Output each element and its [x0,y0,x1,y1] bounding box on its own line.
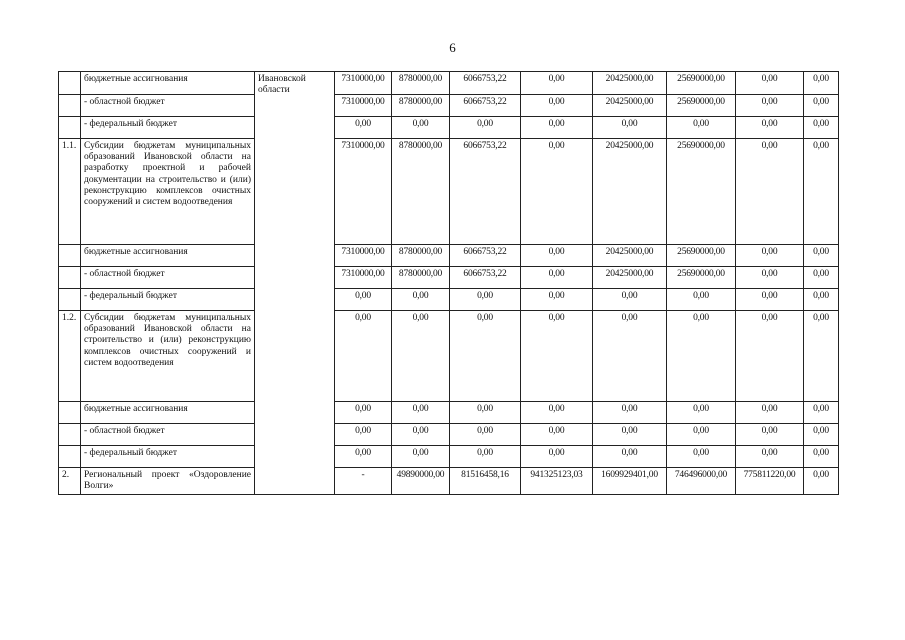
value-cell: 20425000,00 [593,95,667,117]
table-row [59,289,839,311]
value-cell: 0,00 [667,117,736,139]
row-index: 2. [59,468,81,495]
table-row [59,311,839,402]
value-cell: 7310000,00 [335,72,392,95]
value-cell: 0,00 [804,424,839,446]
value-cell: 0,00 [450,402,521,424]
value-cell: 0,00 [804,468,839,495]
value-cell: 25690000,00 [667,72,736,95]
value-cell: - [335,468,392,495]
value-cell: 0,00 [392,446,450,468]
value-cell: 25690000,00 [667,245,736,267]
row-name: бюджетные ассигнования [81,245,255,267]
area-cell: Ивановской области [255,72,335,495]
value-cell: 0,00 [804,139,839,245]
value-cell: 0,00 [521,267,593,289]
value-cell: 0,00 [392,311,450,402]
table-row [59,402,839,424]
value-cell: 0,00 [521,72,593,95]
value-cell: 0,00 [335,446,392,468]
value-cell: 0,00 [667,289,736,311]
value-cell: 0,00 [736,245,804,267]
value-cell: 0,00 [593,311,667,402]
row-index [59,245,81,267]
value-cell: 0,00 [521,289,593,311]
value-cell: 0,00 [667,311,736,402]
value-cell: 0,00 [593,117,667,139]
value-cell: 0,00 [593,424,667,446]
value-cell: 8780000,00 [392,245,450,267]
row-index [59,424,81,446]
value-cell: 0,00 [667,424,736,446]
value-cell: 0,00 [593,446,667,468]
value-cell: 81516458,16 [450,468,521,495]
value-cell: 0,00 [804,289,839,311]
value-cell: 0,00 [804,402,839,424]
table-row [59,468,839,495]
row-name: - областной бюджет [81,424,255,446]
value-cell: 746496000,00 [667,468,736,495]
value-cell: 6066753,22 [450,245,521,267]
row-index [59,267,81,289]
value-cell: 775811220,00 [736,468,804,495]
value-cell: 0,00 [736,446,804,468]
value-cell: 6066753,22 [450,95,521,117]
value-cell: 0,00 [736,424,804,446]
row-name: - областной бюджет [81,267,255,289]
value-cell: 0,00 [804,95,839,117]
table-row [59,139,839,245]
value-cell: 25690000,00 [667,139,736,245]
value-cell: 0,00 [521,117,593,139]
value-cell: 49890000,00 [392,468,450,495]
value-cell: 7310000,00 [335,267,392,289]
value-cell: 0,00 [804,446,839,468]
value-cell: 0,00 [521,95,593,117]
row-index [59,72,81,95]
value-cell: 0,00 [804,267,839,289]
table-row [59,95,839,117]
value-cell: 0,00 [392,117,450,139]
value-cell: 0,00 [593,289,667,311]
value-cell: 0,00 [736,117,804,139]
value-cell: 8780000,00 [392,95,450,117]
value-cell: 0,00 [521,139,593,245]
value-cell: 0,00 [521,245,593,267]
row-index [59,446,81,468]
value-cell: 20425000,00 [593,139,667,245]
table-row [59,245,839,267]
value-cell: 6066753,22 [450,267,521,289]
value-cell: 1609929401,00 [593,468,667,495]
value-cell: 0,00 [804,245,839,267]
value-cell: 0,00 [736,95,804,117]
table-row [59,267,839,289]
row-name: Региональный проект «Оздоровление Волги» [81,468,255,495]
value-cell: 0,00 [736,289,804,311]
table-row [59,424,839,446]
row-index [59,95,81,117]
value-cell: 941325123,03 [521,468,593,495]
value-cell: 6066753,22 [450,72,521,95]
value-cell: 0,00 [335,311,392,402]
value-cell: 0,00 [335,402,392,424]
row-index [59,402,81,424]
row-name: - федеральный бюджет [81,117,255,139]
value-cell: 0,00 [450,289,521,311]
value-cell: 7310000,00 [335,95,392,117]
value-cell: 7310000,00 [335,245,392,267]
budget-table [58,71,839,495]
value-cell: 20425000,00 [593,72,667,95]
page-number: 6 [449,40,456,55]
table-row [59,72,839,95]
value-cell: 0,00 [736,402,804,424]
row-name: - федеральный бюджет [81,289,255,311]
value-cell: 0,00 [804,311,839,402]
value-cell: 0,00 [335,289,392,311]
row-name: Субсидии бюджетам муниципальных образований Ивановской области на разработку проектной и рабочей документации на строительство и (или) реконструкцию комплексов очистных сооружений и систем водоотведения [81,139,255,245]
row-index [59,117,81,139]
value-cell: 25690000,00 [667,267,736,289]
value-cell: 7310000,00 [335,139,392,245]
value-cell: 0,00 [804,117,839,139]
value-cell: 0,00 [392,424,450,446]
value-cell: 0,00 [736,267,804,289]
value-cell: 0,00 [521,424,593,446]
value-cell: 0,00 [450,424,521,446]
value-cell: 0,00 [521,446,593,468]
row-name: бюджетные ассигнования [81,402,255,424]
value-cell: 0,00 [667,446,736,468]
row-name: - федеральный бюджет [81,446,255,468]
value-cell: 0,00 [335,117,392,139]
row-name: - областной бюджет [81,95,255,117]
value-cell: 0,00 [521,402,593,424]
value-cell: 8780000,00 [392,139,450,245]
value-cell: 0,00 [804,72,839,95]
value-cell: 0,00 [736,311,804,402]
table-row [59,446,839,468]
row-index [59,289,81,311]
value-cell: 0,00 [450,446,521,468]
value-cell: 0,00 [392,402,450,424]
value-cell: 0,00 [521,311,593,402]
value-cell: 8780000,00 [392,72,450,95]
value-cell: 20425000,00 [593,267,667,289]
value-cell: 25690000,00 [667,95,736,117]
value-cell: 20425000,00 [593,245,667,267]
row-name: Субсидии бюджетам муниципальных образований Ивановской области на строительство и (или) реконструкцию комплексов очистных сооружений и систем водоотведения [81,311,255,402]
value-cell: 0,00 [450,311,521,402]
value-cell: 0,00 [450,117,521,139]
value-cell: 0,00 [392,289,450,311]
value-cell: 6066753,22 [450,139,521,245]
value-cell: 0,00 [593,402,667,424]
table-row [59,117,839,139]
row-name: бюджетные ассигнования [81,72,255,95]
value-cell: 0,00 [736,72,804,95]
value-cell: 0,00 [335,424,392,446]
row-index: 1.2. [59,311,81,402]
value-cell: 8780000,00 [392,267,450,289]
row-index: 1.1. [59,139,81,245]
value-cell: 0,00 [667,402,736,424]
value-cell: 0,00 [736,139,804,245]
